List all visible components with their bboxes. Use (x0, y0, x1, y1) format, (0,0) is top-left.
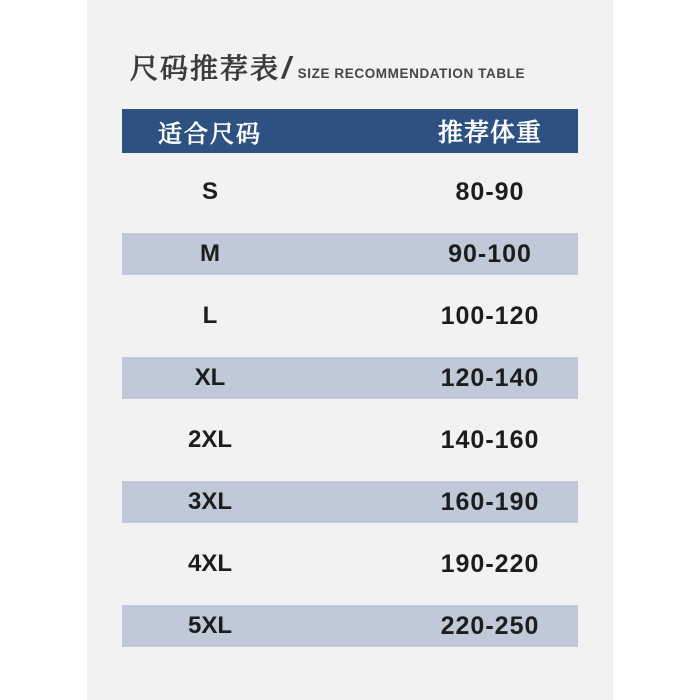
size-recommendation-table (122, 109, 578, 657)
weight-value: 90-100 (448, 239, 532, 268)
page-title (130, 47, 613, 87)
table-row (122, 285, 578, 347)
table-row (122, 347, 578, 409)
table-row (122, 409, 578, 471)
size-value: 2XL (187, 426, 232, 453)
weight-value: 100-120 (440, 301, 540, 330)
weight-value: 120-140 (440, 363, 540, 392)
weight-value: 160-190 (440, 487, 540, 516)
table-row (122, 595, 578, 657)
size-value: M (200, 240, 220, 267)
weight-value: 220-250 (440, 611, 540, 640)
weight-value: 140-160 (440, 425, 540, 454)
table-row (122, 223, 578, 285)
product-infographic-canvas (87, 0, 613, 700)
table-row (122, 161, 578, 223)
size-value: L (202, 302, 218, 329)
table-header-row (122, 109, 578, 153)
table-row (122, 533, 578, 595)
weight-value: 80-90 (455, 177, 525, 206)
size-value: 3XL (187, 488, 232, 515)
size-value: S (201, 178, 218, 205)
weight-value: 190-220 (440, 549, 540, 578)
column-header-weight: 推荐体重 (437, 119, 542, 147)
table-row (122, 471, 578, 533)
size-value: XL (194, 364, 226, 391)
title-slash-divider: / (282, 50, 291, 85)
title-chinese: 尺码推荐表 (130, 53, 281, 84)
size-value: 5XL (187, 612, 232, 639)
size-value: 4XL (187, 550, 232, 577)
column-header-size: 适合尺码 (158, 120, 262, 148)
title-english: SIZE RECOMMENDATION TABLE (297, 66, 526, 81)
